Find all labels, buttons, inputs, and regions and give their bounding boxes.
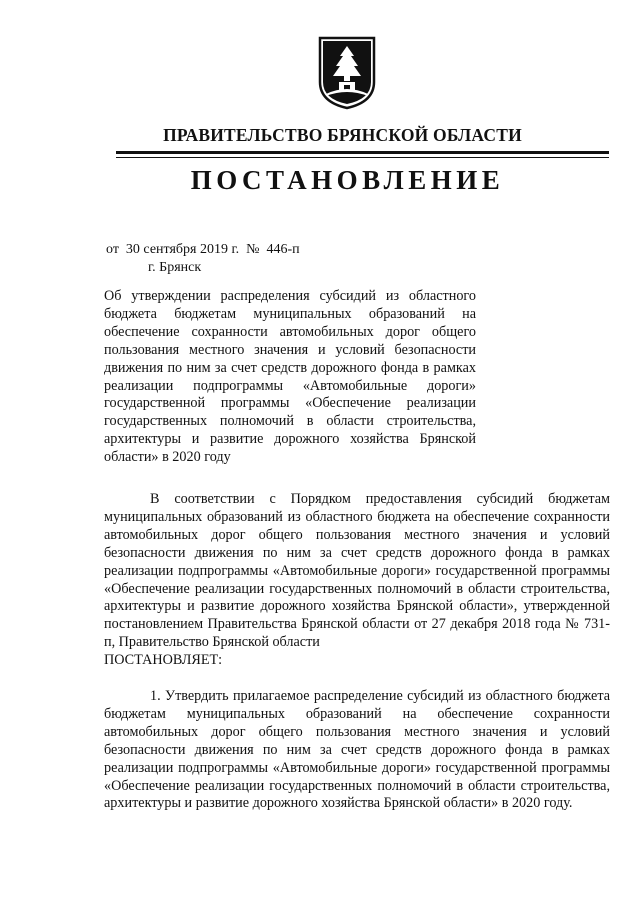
government-title: ПРАВИТЕЛЬСТВО БРЯНСКОЙ ОБЛАСТИ — [163, 125, 522, 145]
header-divider-thin — [116, 157, 609, 158]
document-type-heading: ПОСТАНОВЛЕНИЕ — [190, 165, 505, 195]
document-subject: Об утверждении распределения субсидий из областного бюджета бюджетам муниципальных образований на обеспечение сохранности автомобильных дорог общего пользования местного значения и условий безопасности движения по ним за счет средств дорожного фонда в рамках реализации подпрограммы «Автомобильные дороги» государственной программы «Обеспечение реализации государственных полномочий в области строительства, архитектуры и развитие дорожного хозяйства Брянской области» в 2020 году — [104, 288, 476, 466]
preamble-paragraph: В соответствии с Порядком предоставления субсидий бюджетам муниципальных образований из областного бюджета на обеспечение сохранности автомобильных дорог общего пользования местного значения и условий безопасности движения по ним за счет средств дорожного фонда в рамках реализации подпрограммы «Автомобильные дороги» государственной программы «Обеспечение реализации государственных полномочий в области строительства, архитектуры и развитие дорожного хозяйства Брянской области», утвержденной постановлением Правительства Брянской области от 27 декабря 2018 года № 731-п, Правительство Брянской области — [104, 491, 610, 651]
coat-of-arms-icon — [318, 36, 376, 110]
resolution-item-1: 1. Утвердить прилагаемое распределение субсидий из областного бюджета бюджетам муниципальных образований на обеспечение сохранности автомобильных дорог общего пользования местного значения и условий безопасности движения по ним за счет средств дорожного фонда в рамках реализации подпрограммы «Автомобильные дороги» государственной программы «Обеспечение реализации государственных полномочий в области строительства, архитектуры и развитие дорожного хозяйства Брянской области» в 2020 году. — [104, 688, 610, 812]
resolves-keyword: ПОСТАНОВЛЯЕТ: — [104, 652, 223, 668]
header-divider-thick — [116, 151, 609, 154]
city-line: г. Брянск — [148, 260, 202, 275]
date-number-line: от 30 сентября 2019 г. № 446-п — [106, 242, 300, 257]
